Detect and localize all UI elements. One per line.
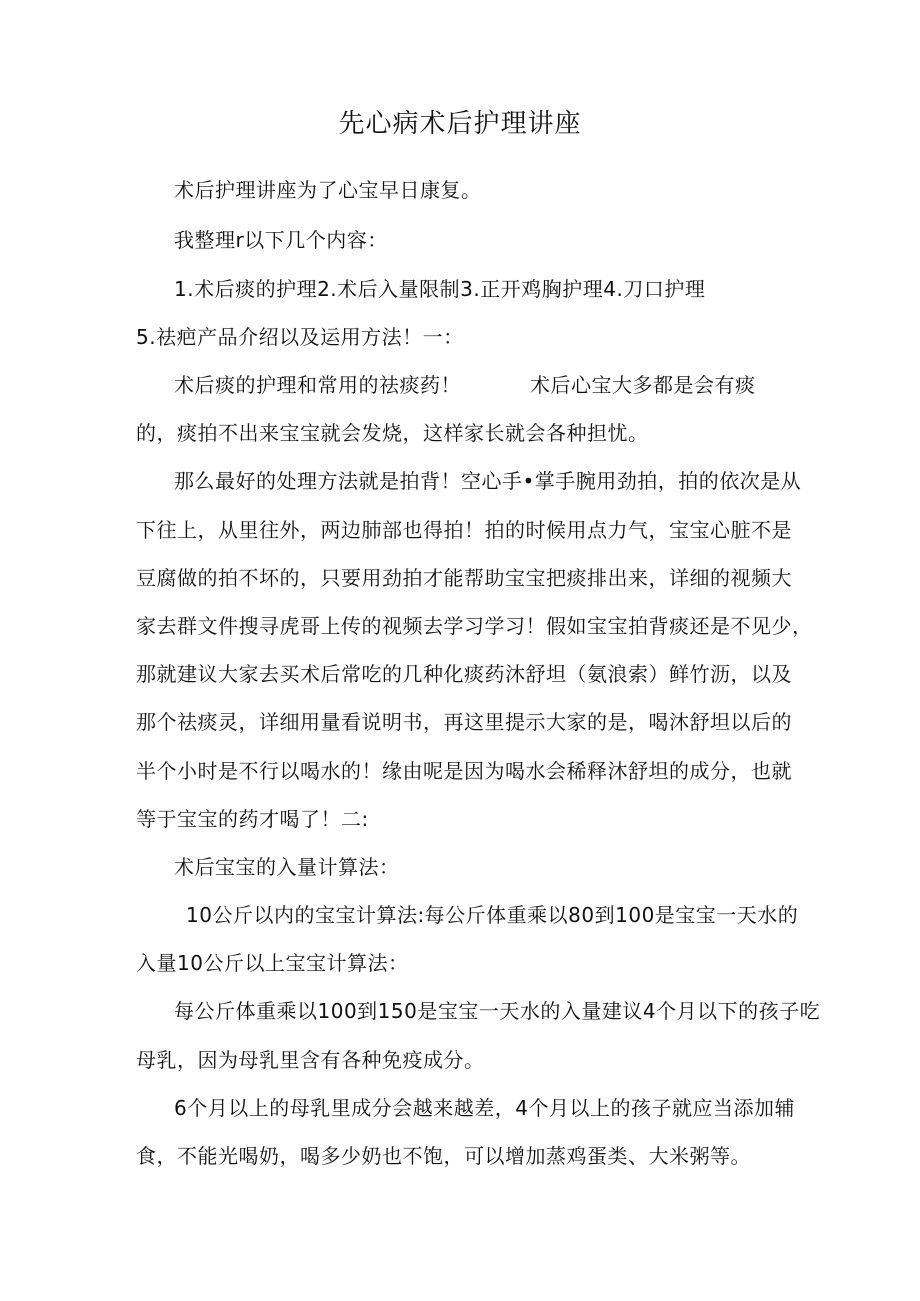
paragraph-line: 1.术后痰的护理2.术后入量限制3.正开鸡胸护理4.刀口护理 (174, 277, 706, 301)
paragraph-line: 半个小时是不行以喝水的！缘由呢是因为喝水会稀释沐舒坦的成分，也就 (136, 759, 792, 783)
paragraph-line: 的，痰拍不出来宝宝就会发烧，这样家长就会各种担忧。 (136, 421, 649, 445)
paragraph-line: 我整理r以下几个内容： (174, 228, 388, 252)
paragraph-line: 每公斤体重乘以100到150是宝宝一天水的入量建议4个月以下的孩子吃 (174, 999, 821, 1023)
paragraph-line: 那么最好的处理方法就是拍背！空心手•掌手腕用劲拍，拍的依次是从 (174, 469, 802, 493)
paragraph-line: 6个月以上的母乳里成分会越来越差，4个月以上的孩子就应当添加辅 (174, 1096, 795, 1120)
paragraph-line: 豆腐做的拍不坏的，只要用劲拍才能帮助宝宝把痰排出来，详细的视频大 (136, 566, 792, 590)
paragraph-line: 下往上，从里往外，两边肺部也得拍！拍的时候用点力气，宝宝心脏不是 (136, 518, 792, 542)
paragraph-line: 10公斤以内的宝宝计算法:每公斤体重乘以80到100是宝宝一天水的 (186, 903, 799, 927)
paragraph-line: 术后宝宝的入量计算法： (174, 855, 400, 879)
paragraph-line: 等于宝宝的药才喝了！二: (136, 807, 369, 831)
document-title: 先心病术后护理讲座 (338, 109, 582, 139)
paragraph-line: 母乳，因为母乳里含有各种免疫成分。 (136, 1048, 485, 1072)
paragraph-line: 5.祛疤产品介绍以及运用方法！一： (136, 325, 464, 349)
paragraph-line: 术后心宝大多都是会有痰 (530, 373, 756, 397)
paragraph-line: 家去群文件搜寻虎哥上传的视频去学习学习！假如宝宝拍背痰还是不见少， (136, 614, 813, 638)
paragraph-line: 术后痰的护理和常用的祛痰药！ (174, 373, 461, 397)
paragraph-line: 那个祛痰灵，详细用量看说明书，再这里提示大家的是，喝沐舒坦以后的 (136, 710, 792, 734)
paragraph-line: 术后护理讲座为了心宝早日康复。 (174, 178, 482, 202)
paragraph-line: 入量10公斤以上宝宝计算法： (136, 951, 409, 975)
paragraph-line: 食，不能光喝奶，喝多少奶也不饱，可以增加蒸鸡蛋类、大米粥等。 (136, 1144, 751, 1168)
paragraph-line: 那就建议大家去买术后常吃的几种化痰药沐舒坦（氨浪索）鲜竹沥，以及 (136, 662, 792, 686)
